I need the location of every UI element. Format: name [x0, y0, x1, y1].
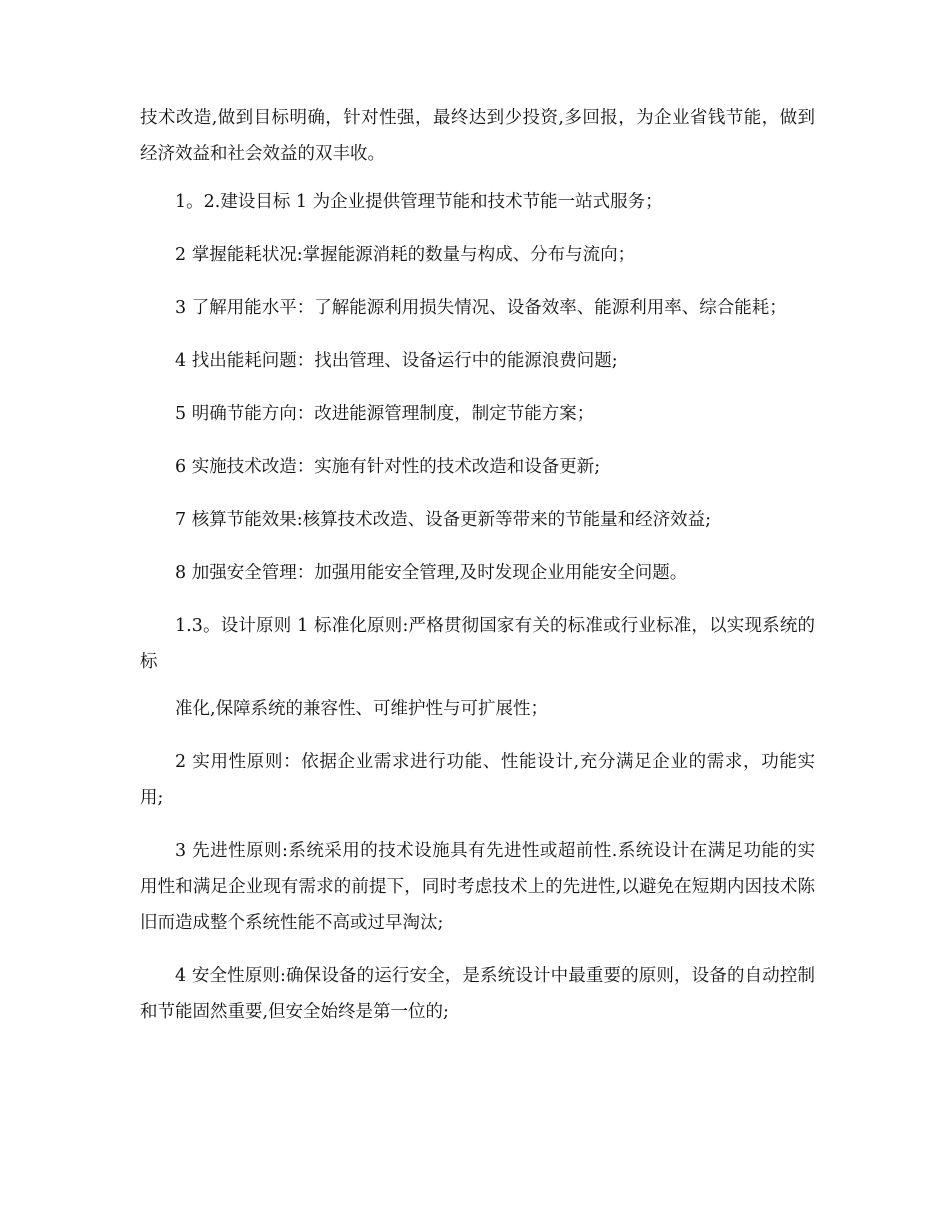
- paragraph-goal-6: 6 实施技术改造：实施有针对性的技术改造和设备更新;: [175, 457, 601, 477]
- paragraph-goal-2: 2 掌握能耗状况:掌握能源消耗的数量与构成、分布与流向；: [175, 245, 636, 265]
- paragraph-principle-4: 4 安全性原则:确保设备的运行安全，是系统设计中最重要的原则，设备的自动控制和节能固然重要,但安全始终是第一位的;: [140, 966, 815, 1022]
- document-body: [140, 100, 815, 1047]
- paragraph-goal-4: 4 找出能耗问题：找出管理、设备运行中的能源浪费问题;: [175, 351, 618, 371]
- paragraph-principle-3: 3 先进性原则:系统采用的技术设施具有先进性或超前性.系统设计在满足功能的实用性和满足企业现有需求的前提下，同时考虑技术上的先进性,以避免在短期内因技术陈旧而造成整个系统性能不高或过早淘汰;: [140, 841, 815, 933]
- paragraph-intro: 技术改造,做到目标明确，针对性强，最终达到少投资,多回报，为企业省钱节能，做到经济效益和社会效益的双丰收。: [140, 108, 815, 164]
- paragraph-goal-5: 5 明确节能方向：改进能源管理制度，制定节能方案；: [175, 404, 595, 424]
- paragraph-principle-2: 2 实用性原则：依据企业需求进行功能、性能设计,充分满足企业的需求，功能实用;: [140, 752, 815, 808]
- paragraph-goal-1: 1。2.建设目标 1 为企业提供管理节能和技术节能一站式服务；: [175, 192, 663, 212]
- paragraph-goal-3: 3 了解用能水平：了解能源利用损失情况、设备效率、能源利用率、综合能耗；: [175, 298, 787, 318]
- paragraph-principle-1-cont: 准化,保障系统的兼容性、可维护性与可扩展性；: [175, 699, 549, 719]
- paragraph-goal-8: 8 加强安全管理：加强用能安全管理,及时发现企业用能安全问题。: [175, 563, 688, 583]
- paragraph-goal-7: 7 核算节能效果:核算技术改造、设备更新等带来的节能量和经济效益;: [175, 510, 711, 530]
- paragraph-principle-1: 1.3。设计原则 1 标准化原则:严格贯彻国家有关的标准或行业标准，以实现系统的标: [140, 616, 815, 672]
